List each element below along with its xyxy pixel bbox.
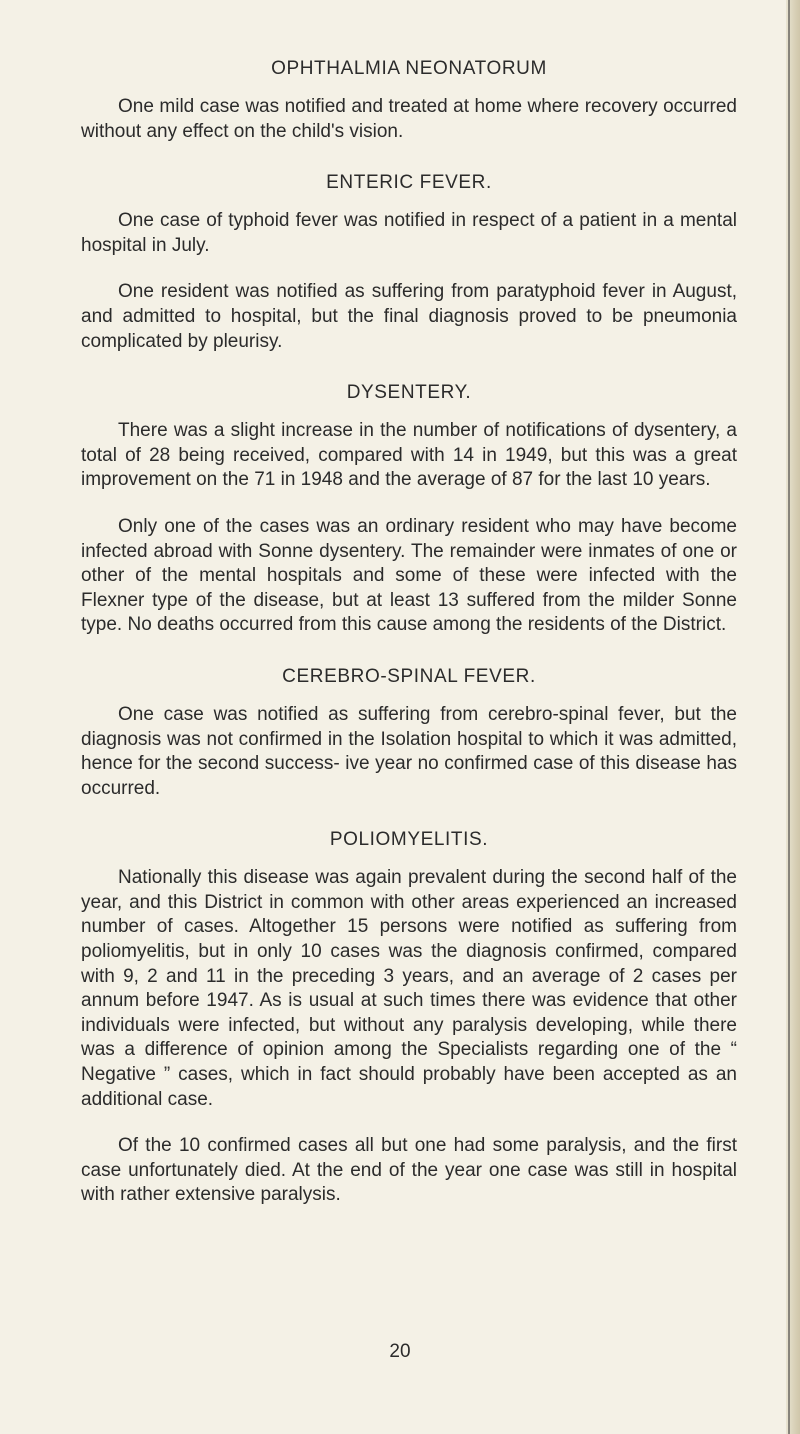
paragraph: One mild case was notified and treated at home where recovery occurred without any effect on the child's vision.: [81, 96, 737, 142]
paragraph: There was a slight increase in the number of notifications of dysentery, a total of 28 being received, compared with 14 in 1949, but this was a great improvement on the 71 in 1948 and the average of 87 for the last 10 years.: [81, 420, 737, 491]
paragraph: Only one of the cases was an ordinary resident who may have become infected abroad with Sonne dysentery. The remainder were inmates of one or other of the mental hospitals and some of these were infected with the Flexner type of the disease, but at least 13 suffered from the milder Sonne type. No deaths occurred from this cause among the residents of the District.: [81, 515, 737, 636]
section-heading: DYSENTERY.: [346, 382, 472, 404]
paragraph: Nationally this disease was again prevalent during the second half of the year, and this District in common with other areas experienced an increased number of cases. Altogether 15 persons were notified as suffering from poliomyelitis, but in only 10 cases was the diagnosis confirmed, compared with 9, 2 and 11 in the preceding 3 years, and an average of 2 cases per annum before 1947. As is usual at such times there was evidence that other individuals were infected, but without any paralysis developing, while there was a difference of opinion among the Specialists regarding one of the “ Negative ” cases, which in fact should probably have been accepted as an additional case.: [81, 867, 737, 1110]
section-enteric-fever: [81, 172, 737, 354]
section-heading: OPHTHALMIA NEONATORUM: [271, 58, 547, 79]
section-poliomyelitis: [81, 829, 737, 1208]
page-edge-line: [788, 0, 790, 1434]
section-dysentery: [81, 382, 737, 638]
paragraph: One resident was notified as suffering from paratyphoid fever in August, and admitted to hospital, but the final diagnosis proved to be pneumonia complicated by pleurisy.: [81, 281, 737, 352]
paragraph: Of the 10 confirmed cases all but one had some paralysis, and the first case unfortunately died. At the end of the year one case was still in hospital with rather extensive paralysis.: [81, 1135, 737, 1206]
document-body: [81, 58, 737, 1208]
paragraph: One case was notified as suffering from cerebro-spinal fever, but the diagnosis was not confirmed in the Isolation hospital to which it was admitted, hence for the second success- ive year no confirmed case of this disease has occurred.: [81, 703, 737, 799]
section-heading: CEREBRO-SPINAL FEVER.: [282, 665, 536, 687]
section-ophthalmia-neonatorum: [81, 58, 737, 144]
page-number: 20: [389, 1341, 411, 1362]
section-heading: ENTERIC FEVER.: [326, 172, 492, 194]
paragraph: One case of typhoid fever was notified in respect of a patient in a mental hospital in July.: [81, 210, 737, 256]
section-cerebro-spinal-fever: [81, 666, 737, 801]
section-heading: POLIOMYELITIS.: [329, 829, 489, 851]
